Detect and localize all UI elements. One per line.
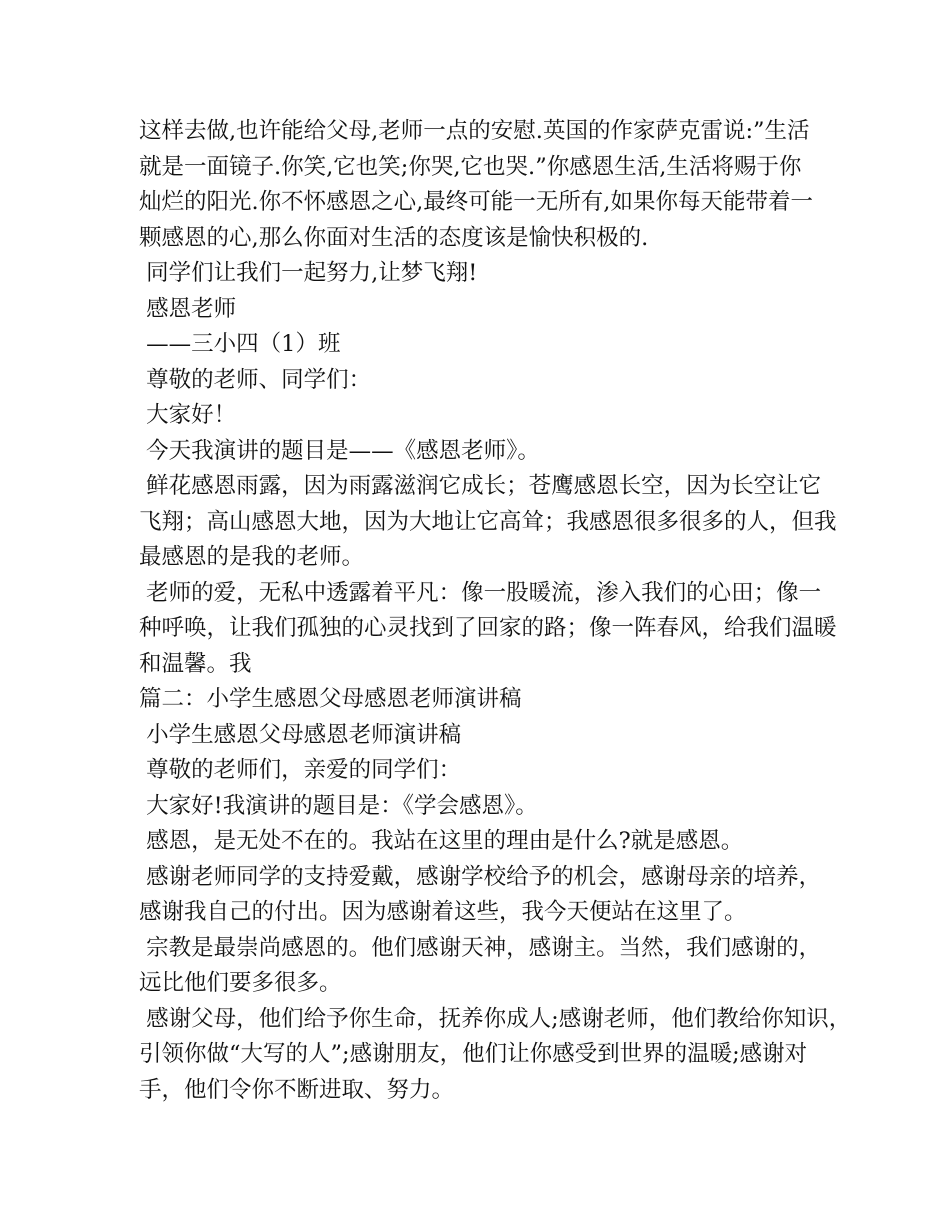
document-page [139,114,852,1108]
text-line: 引领你做“大写的人”;感谢朋友，他们让你感受到世界的温暖;感谢对 [139,1041,808,1067]
text-line: 最感恩的是我的老师。 [139,544,365,570]
text-line: 远比他们要多很多。 [139,970,342,996]
text-line: 飞翔；高山感恩大地，因为大地让它高耸；我感恩很多很多的人，但我 [139,508,837,535]
text-line: 感谢父母，他们给予你生命，抚养你成人;感谢老师，他们教给你知识， [139,1005,852,1032]
salutation: 尊敬的老师们，亲爱的同学们： [139,757,462,783]
greeting: 大家好!我演讲的题目是：《学会感恩》。 [139,792,538,819]
text-line: 就是一面镜子.你笑,它也笑;你哭,它也哭.”你感恩生活,生活将赐于你 [139,153,802,180]
text-line: 今天我演讲的题目是——《感恩老师》。 [139,437,540,464]
section-title: 感恩老师 [139,295,237,322]
text-line: 感恩，是无处不在的。我站在这里的理由是什么?就是感恩。 [139,828,744,854]
text-line: 这样去做,也许能给父母,老师一点的安慰.英国的作家萨克雷说:”生活 [139,118,810,144]
text-line: 同学们让我们一起努力,让梦飞翔! [139,260,478,286]
author-line: ——三小四（1）班 [139,331,341,357]
greeting: 大家好！ [139,402,237,428]
text-line: 鲜花感恩雨露，因为雨露滋润它成长；苍鹰感恩长空，因为长空让它 [139,473,822,499]
text-line: 感谢老师同学的支持爱戴，感谢学校给予的机会，感谢母亲的培养， [139,863,822,890]
text-line: 感谢我自己的付出。因为感谢着这些，我今天便站在这里了。 [139,899,747,925]
text-line: 和温馨。我 [139,650,252,677]
text-line: 手，他们令你不断进取、努力。 [139,1076,455,1103]
text-line: 种呼唤，让我们孤独的心灵找到了回家的路；像一阵春风，给我们温暖 [139,615,837,641]
section-title: 小学生感恩父母感恩老师演讲稿 [139,721,462,748]
salutation: 尊敬的老师、同学们： [139,366,372,393]
chapter-heading: 篇二：小学生感恩父母感恩老师演讲稿 [139,686,522,712]
text-line: 老师的爱，无私中透露着平凡：像一股暖流，渗入我们的心田；像一 [139,579,822,606]
text-line: 颗感恩的心,那么你面对生活的态度该是愉快积极的. [139,224,649,251]
text-line: 宗教是最崇尚感恩的。他们感谢天神，感谢主。当然，我们感谢的， [139,934,822,961]
text-line: 灿烂的阳光.你不怀感恩之心,最终可能一无所有,如果你每天能带着一 [139,189,813,215]
